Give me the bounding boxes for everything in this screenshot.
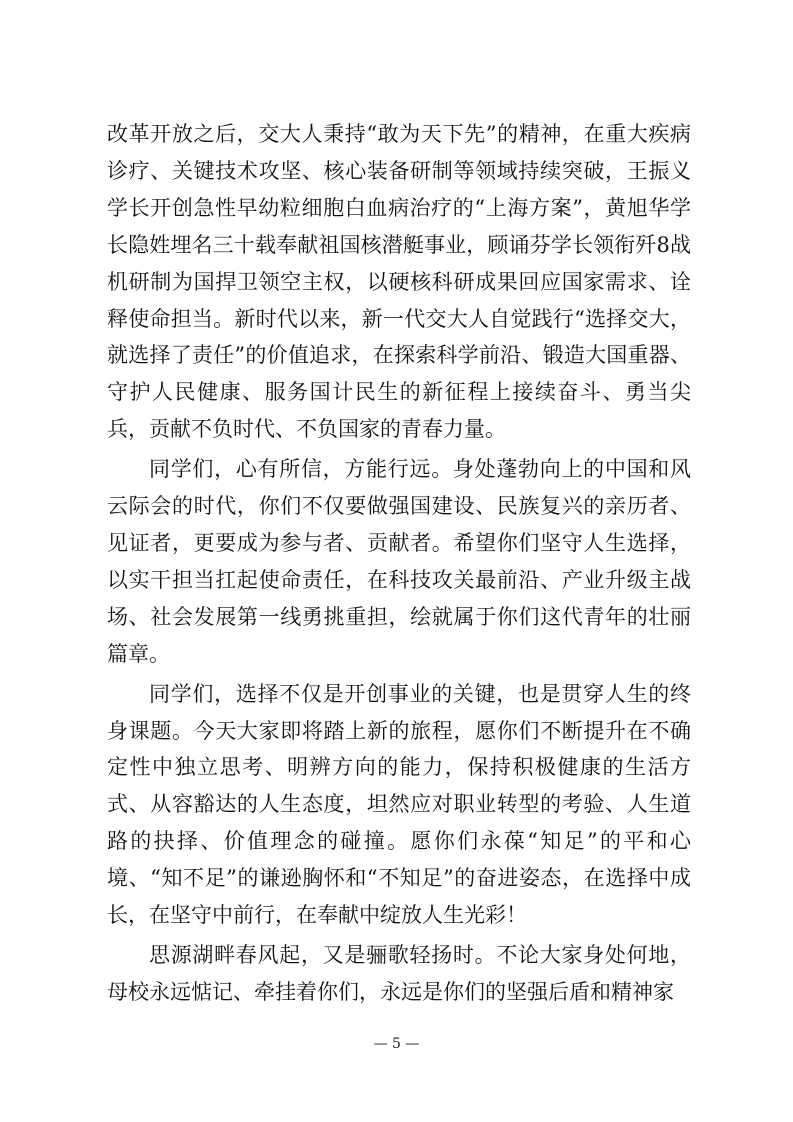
paragraph: 思源湖畔春风起，又是骊歌轻扬时。不论大家身处何地，母校永远惦记、牵挂着你们，永远是你们的坚强后盾和精神家 [107,942,691,1004]
page-number: — 5 — [373,1036,420,1052]
paragraph: 同学们，心有所信，方能行远。身处蓬勃向上的中国和风云际会的时代，你们不仅要做强国建设、民族复兴的亲历者、见证者，更要成为参与者、贡献者。希望你们坚守人生选择，以实干担当扛起使命责任，在科技攻关最前沿、产业升级主战场、社会发展第一线勇挑重担，绘就属于你们这代青年的壮丽篇章。 [107,457,691,666]
document-body [107,116,691,1014]
paragraph: 改革开放之后，交大人秉持“敢为天下先”的精神，在重大疾病诊疗、关键技术攻坚、核心装备研制等领域持续突破，王振义学长开创急性早幼粒细胞白血病治疗的“上海方案”，黄旭华学长隐姓埋名三十载奉献祖国核潜艇事业，顾诵芬学长领衔歼8战机研制为国捍卫领空主权，以硬核科研成果回应国家需求、诠释使命担当。新时代以来，新一代交大人自觉践行“选择交大，就选择了责任”的价值追求，在探索科学前沿、锻造大国重器、守护人民健康、服务国计民生的新征程上接续奋斗、勇当尖兵，贡献不负时代、不负国家的青春力量。 [107,122,691,442]
paragraph: 同学们，选择不仅是开创事业的关键，也是贯穿人生的终身课题。今天大家即将踏上新的旅程，愿你们不断提升在不确定性中独立思考、明辨方向的能力，保持积极健康的生活方式、从容豁达的人生态度，坦然应对职业转型的考验、人生道路的抉择、价值理念的碰撞。愿你们永葆“知足”的平和心境、“知不足”的谦逊胸怀和“不知足”的奋进姿态，在选择中成长，在坚守中前行，在奉献中绽放人生光彩！ [107,681,691,928]
